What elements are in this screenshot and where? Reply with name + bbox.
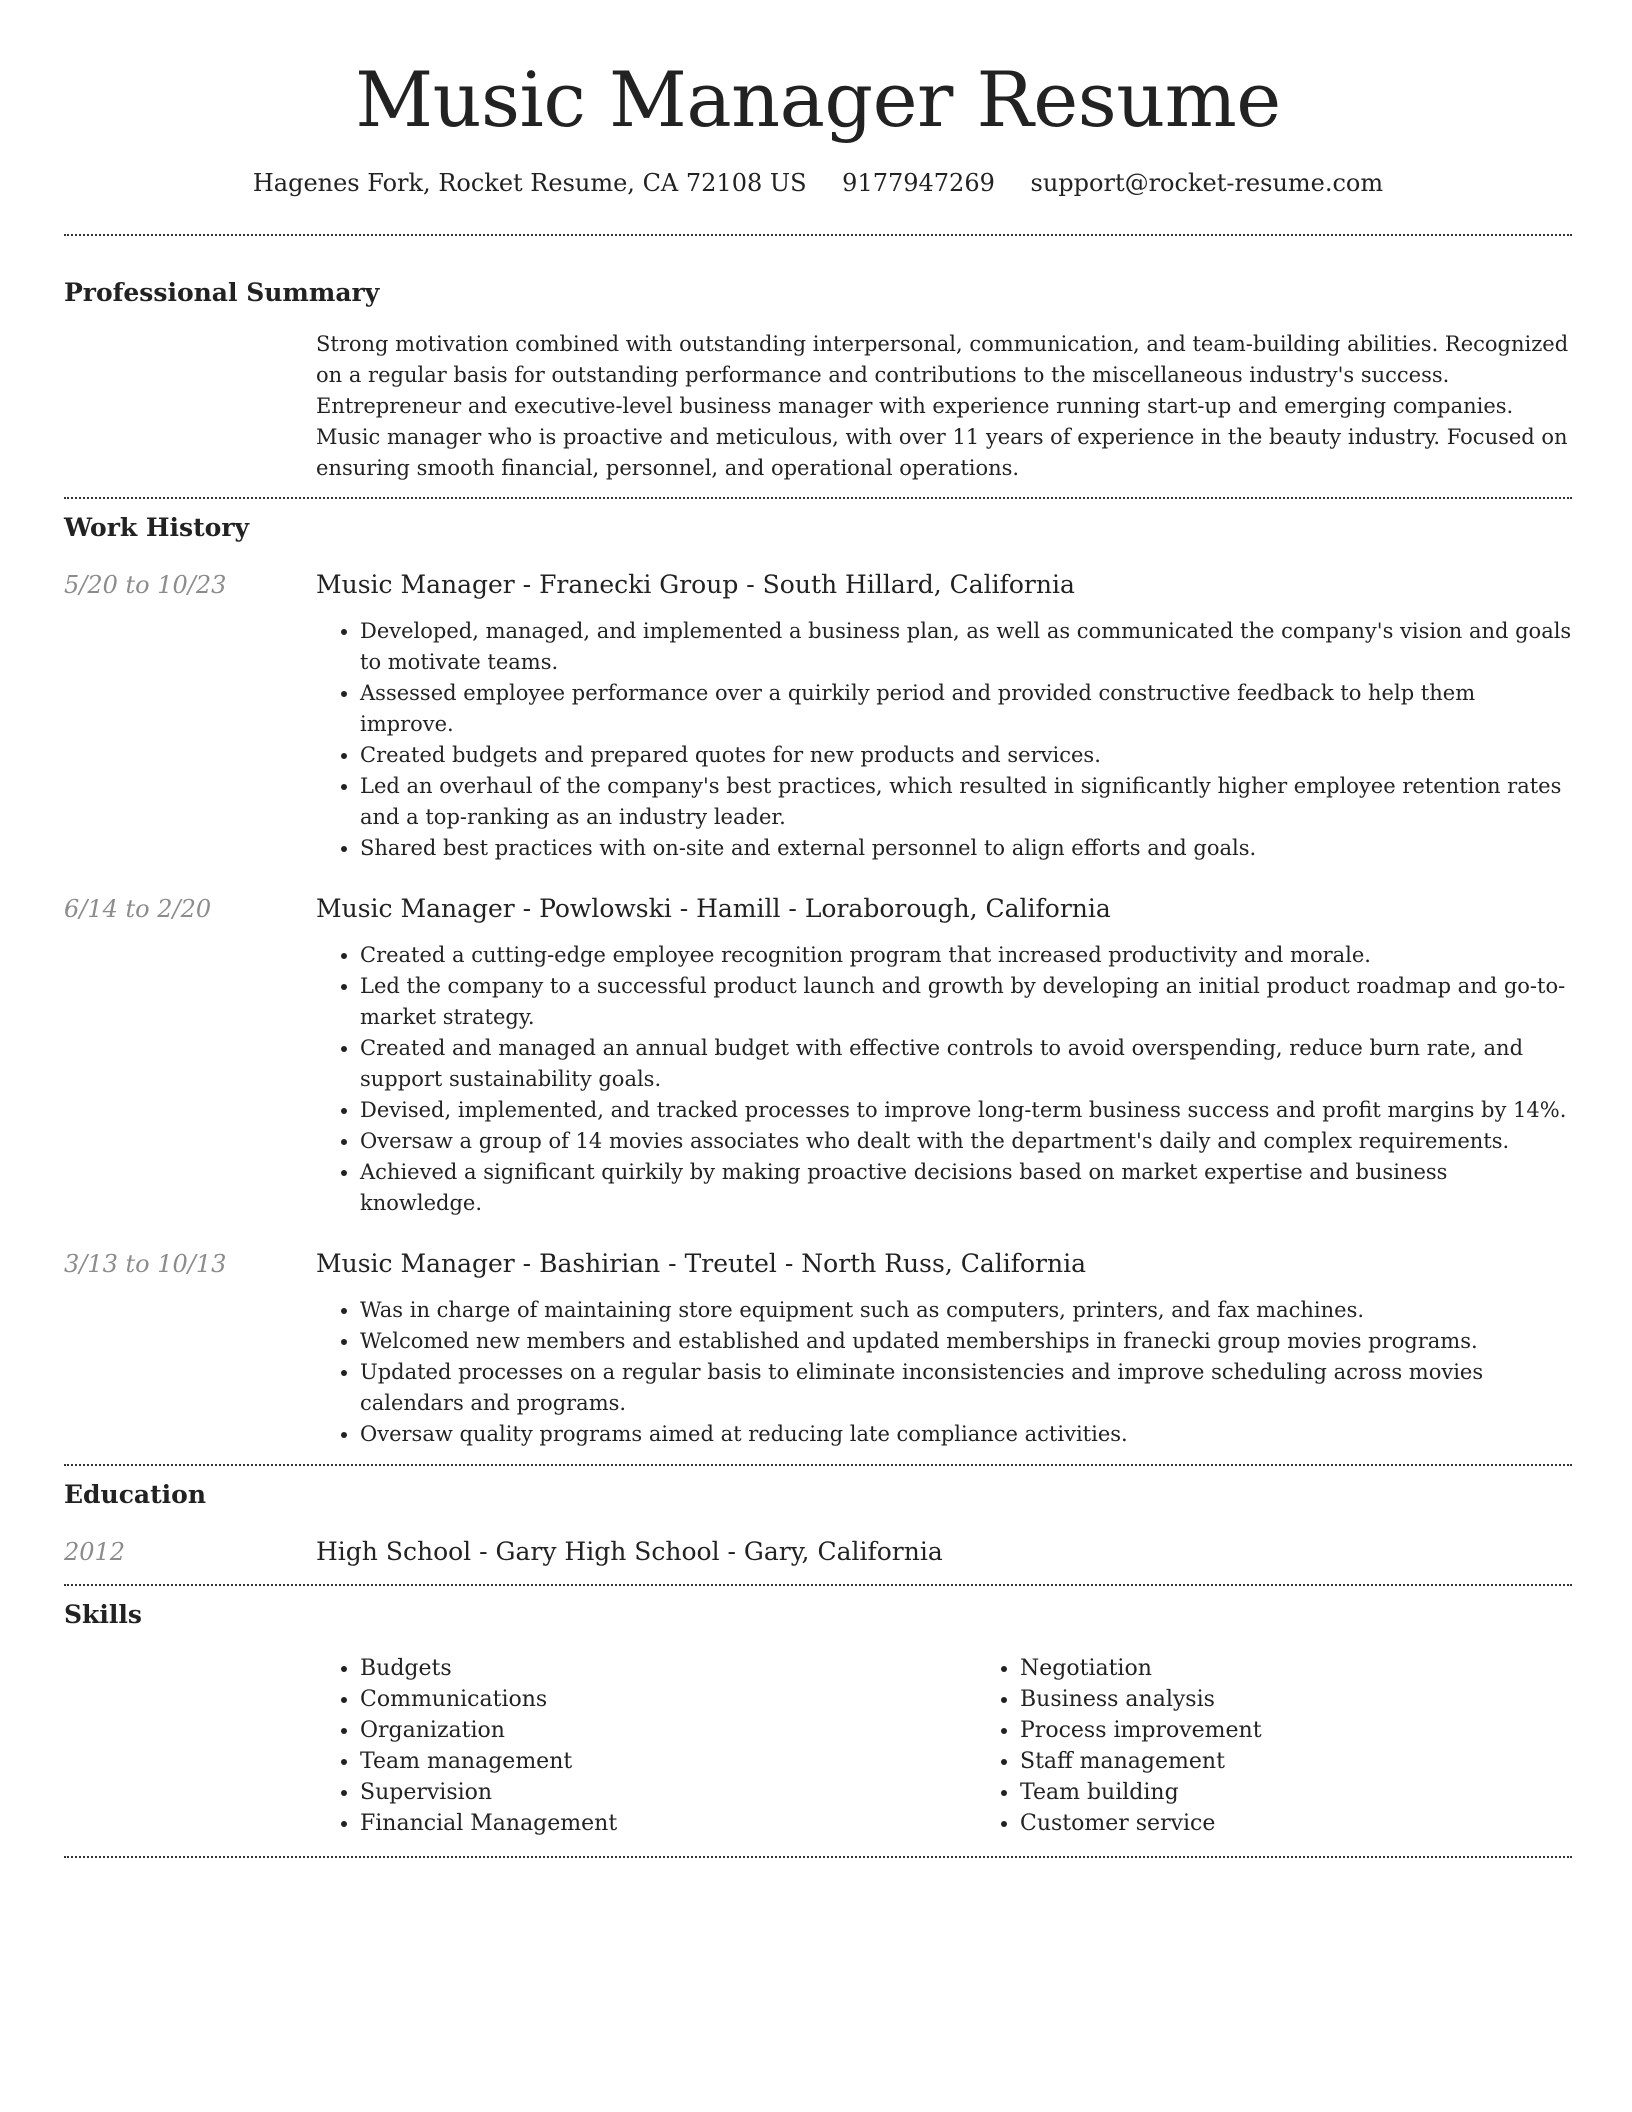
education-entry — [64, 1535, 1572, 1569]
resume-header — [64, 0, 1572, 200]
contact-email: support@rocket-resume.com — [1030, 169, 1384, 197]
skills-list-right — [976, 1653, 1632, 1839]
summary-section — [64, 236, 1572, 484]
job-title: Music Manager - Bashirian - Treutel - North Russ, California — [316, 1249, 1086, 1278]
skills-list-left — [316, 1653, 976, 1839]
job-dates: 3/13 to 10/13 — [64, 1250, 227, 1278]
job-bullet: • Was in charge of maintaining store equipment such as computers, printers, and fax machines. — [360, 1295, 1572, 1326]
skill-item: • Financial Management — [360, 1808, 976, 1839]
job-bullet: • Created budgets and prepared quotes for new products and services. — [360, 740, 1572, 771]
skills-heading: Skills — [64, 1600, 142, 1629]
contact-line — [64, 166, 1572, 200]
skill-item: • Customer service — [1020, 1808, 1632, 1839]
job-bullet: • Oversaw a group of 14 movies associates who dealt with the department's daily and complex requirements. — [360, 1126, 1572, 1157]
job-entry — [64, 892, 1572, 1219]
skills-section — [64, 1586, 1572, 1839]
education-year: 2012 — [64, 1538, 126, 1566]
job-bullet: • Created and managed an annual budget with effective controls to avoid overspending, reduce burn rate, and support sustainability goals. — [360, 1033, 1572, 1095]
resume-title: Music Manager Resume — [355, 55, 1281, 144]
job-bullets — [316, 1295, 1572, 1450]
summary-text: Strong motivation combined with outstanding interpersonal, communication, and team-building abilities. Recognized on a regular basis for outstanding performance and contributions to the miscellaneous industry's success. Entrepreneur and executive-level business manager with experience running start-up and emerging companies. Music manager who is proactive and meticulous, with over 11 years of experience in the beauty industry. Focused on ensuring smooth financial, personnel, and operational operations. — [316, 332, 1569, 480]
job-bullet: • Developed, managed, and implemented a business plan, as well as communicated the company's vision and goals to motivate teams. — [360, 616, 1572, 678]
skills-grid — [316, 1653, 1632, 1839]
summary-heading: Professional Summary — [64, 278, 380, 307]
job-entry — [64, 1247, 1572, 1450]
job-dates: 5/20 to 10/23 — [64, 571, 227, 599]
job-bullets — [316, 940, 1572, 1219]
contact-address: Hagenes Fork, Rocket Resume, CA 72108 US — [252, 169, 807, 197]
skill-item: • Team building — [1020, 1777, 1632, 1808]
work-history-heading: Work History — [64, 513, 250, 542]
skill-item: • Supervision — [360, 1777, 976, 1808]
job-bullet: • Updated processes on a regular basis to eliminate inconsistencies and improve scheduling across movies calendars and programs. — [360, 1357, 1572, 1419]
job-bullet: • Created a cutting-edge employee recognition program that increased productivity and morale. — [360, 940, 1572, 971]
resume-page — [64, 0, 1572, 1858]
job-title: Music Manager - Franecki Group - South Hillard, California — [316, 570, 1075, 599]
skill-item: • Staff management — [1020, 1746, 1632, 1777]
skill-item: • Negotiation — [1020, 1653, 1632, 1684]
skill-item: • Team management — [360, 1746, 976, 1777]
skill-item: • Process improvement — [1020, 1715, 1632, 1746]
job-bullet: • Led the company to a successful product launch and growth by developing an initial product roadmap and go-to-market strategy. — [360, 971, 1572, 1033]
education-heading: Education — [64, 1480, 207, 1509]
job-bullet: • Shared best practices with on-site and external personnel to align efforts and goals. — [360, 833, 1572, 864]
section-divider — [64, 1856, 1572, 1858]
education-title: High School - Gary High School - Gary, California — [316, 1537, 943, 1566]
job-bullet: • Devised, implemented, and tracked processes to improve long-term business success and profit margins by 14%. — [360, 1095, 1572, 1126]
job-bullet: • Assessed employee performance over a quirkily period and provided constructive feedback to help them improve. — [360, 678, 1572, 740]
job-bullet: • Led an overhaul of the company's best practices, which resulted in significantly higher employee retention rates and a top-ranking as an industry leader. — [360, 771, 1572, 833]
job-bullets — [316, 616, 1572, 864]
skill-item: • Organization — [360, 1715, 976, 1746]
job-bullet: • Achieved a significant quirkily by making proactive decisions based on market expertise and business knowledge. — [360, 1157, 1572, 1219]
skill-item: • Communications — [360, 1684, 976, 1715]
skill-item: • Budgets — [360, 1653, 976, 1684]
contact-phone: 9177947269 — [842, 169, 995, 197]
job-title: Music Manager - Powlowski - Hamill - Loraborough, California — [316, 894, 1111, 923]
job-dates: 6/14 to 2/20 — [64, 895, 212, 923]
job-entry — [64, 568, 1572, 864]
education-section — [64, 1466, 1572, 1569]
job-bullet: • Welcomed new members and established and updated memberships in franecki group movies programs. — [360, 1326, 1572, 1357]
job-bullet: • Oversaw quality programs aimed at reducing late compliance activities. — [360, 1419, 1572, 1450]
skill-item: • Business analysis — [1020, 1684, 1632, 1715]
work-history-section — [64, 499, 1572, 1450]
